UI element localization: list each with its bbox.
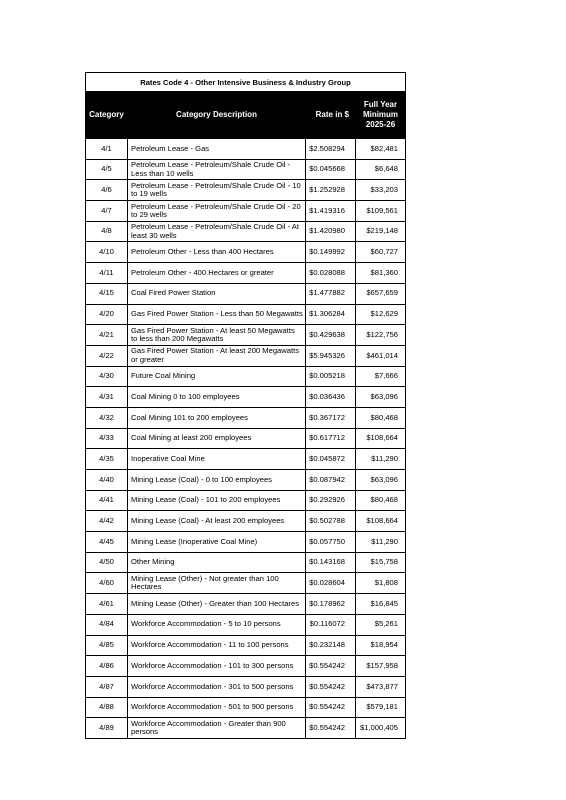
minimum-cell: $579,181 [356, 697, 406, 718]
category-cell: 4/1 [86, 139, 128, 160]
minimum-cell: $461,014 [356, 345, 406, 366]
header-category: Category [86, 92, 128, 139]
table-row [86, 387, 406, 408]
description-cell: Workforce Accommodation - 501 to 900 persons [128, 697, 306, 718]
minimum-cell: $1,000,405 [356, 718, 406, 739]
category-cell: 4/61 [86, 594, 128, 615]
description-cell: Mining Lease (Other) - Greater than 100 Hectares [128, 594, 306, 615]
table-row [86, 594, 406, 615]
description-cell: Mining Lease (Coal) - At least 200 employees [128, 511, 306, 532]
rate-cell: $0.045668 [306, 159, 356, 180]
description-cell: Petroleum Lease - Petroleum/Shale Crude Oil - 10 to 19 wells [128, 180, 306, 201]
table-row [86, 221, 406, 242]
description-cell: Future Coal Mining [128, 366, 306, 387]
category-cell: 4/35 [86, 449, 128, 470]
table-row [86, 180, 406, 201]
header-rate: Rate in $ [306, 92, 356, 139]
category-cell: 4/50 [86, 552, 128, 573]
minimum-cell: $7,666 [356, 366, 406, 387]
rates-table [85, 72, 406, 739]
category-cell: 4/41 [86, 490, 128, 511]
category-cell: 4/32 [86, 407, 128, 428]
table-title: Rates Code 4 - Other Intensive Business & Industry Group [86, 73, 406, 92]
minimum-cell: $11,290 [356, 449, 406, 470]
category-cell: 4/8 [86, 221, 128, 242]
description-cell: Workforce Accommodation - 5 to 10 persons [128, 614, 306, 635]
category-cell: 4/60 [86, 573, 128, 594]
rate-cell: $0.005218 [306, 366, 356, 387]
table-body [86, 139, 406, 739]
description-cell: Petroleum Lease - Petroleum/Shale Crude Oil - Less than 10 wells [128, 159, 306, 180]
description-cell: Workforce Accommodation - 11 to 100 persons [128, 635, 306, 656]
description-cell: Coal Mining 101 to 200 employees [128, 407, 306, 428]
category-cell: 4/22 [86, 345, 128, 366]
rate-cell: $0.045872 [306, 449, 356, 470]
table-header-row [86, 92, 406, 139]
minimum-cell: $18,954 [356, 635, 406, 656]
minimum-cell: $82,481 [356, 139, 406, 160]
rate-cell: $0.554242 [306, 676, 356, 697]
category-cell: 4/45 [86, 532, 128, 553]
table-row [86, 697, 406, 718]
minimum-cell: $60,727 [356, 242, 406, 263]
table-row [86, 511, 406, 532]
table-row [86, 449, 406, 470]
table-row [86, 470, 406, 491]
description-cell: Petroleum Other - Less than 400 Hectares [128, 242, 306, 263]
rate-cell: $5.945326 [306, 345, 356, 366]
description-cell: Petroleum Lease - Gas [128, 139, 306, 160]
table-row [86, 242, 406, 263]
rate-cell: $2.508294 [306, 139, 356, 160]
description-cell: Gas Fired Power Station - At least 50 Megawatts to less than 200 Megawatts [128, 325, 306, 346]
minimum-cell: $33,203 [356, 180, 406, 201]
minimum-cell: $1,808 [356, 573, 406, 594]
description-cell: Petroleum Lease - Petroleum/Shale Crude Oil - 20 to 29 wells [128, 201, 306, 222]
category-cell: 4/6 [86, 180, 128, 201]
category-cell: 4/40 [86, 470, 128, 491]
minimum-cell: $219,148 [356, 221, 406, 242]
table-title-row [86, 73, 406, 92]
category-cell: 4/88 [86, 697, 128, 718]
description-cell: Mining Lease (Inoperative Coal Mine) [128, 532, 306, 553]
rate-cell: $0.036436 [306, 387, 356, 408]
minimum-cell: $63,096 [356, 470, 406, 491]
category-cell: 4/42 [86, 511, 128, 532]
table-row [86, 139, 406, 160]
description-cell: Workforce Accommodation - Greater than 900 persons [128, 718, 306, 739]
category-cell: 4/7 [86, 201, 128, 222]
rate-cell: $0.554242 [306, 718, 356, 739]
minimum-cell: $16,845 [356, 594, 406, 615]
table-row [86, 283, 406, 304]
table-row [86, 345, 406, 366]
description-cell: Mining Lease (Coal) - 101 to 200 employees [128, 490, 306, 511]
rate-cell: $0.429638 [306, 325, 356, 346]
table-row [86, 428, 406, 449]
table-row [86, 304, 406, 325]
table-row [86, 407, 406, 428]
table-row [86, 325, 406, 346]
category-cell: 4/5 [86, 159, 128, 180]
table-row [86, 159, 406, 180]
table-row [86, 552, 406, 573]
rate-cell: $0.087942 [306, 470, 356, 491]
rate-cell: $0.057750 [306, 532, 356, 553]
description-cell: Coal Mining at least 200 employees [128, 428, 306, 449]
table-row [86, 614, 406, 635]
category-cell: 4/11 [86, 263, 128, 284]
table-row [86, 201, 406, 222]
table-row [86, 366, 406, 387]
rate-cell: $0.617712 [306, 428, 356, 449]
minimum-cell: $6,648 [356, 159, 406, 180]
description-cell: Workforce Accommodation - 101 to 300 persons [128, 656, 306, 677]
description-cell: Gas Fired Power Station - At least 200 Megawatts or greater [128, 345, 306, 366]
description-cell: Mining Lease (Other) - Not greater than 100 Hectares [128, 573, 306, 594]
category-cell: 4/30 [86, 366, 128, 387]
rate-cell: $0.028604 [306, 573, 356, 594]
rate-cell: $0.149992 [306, 242, 356, 263]
minimum-cell: $63,096 [356, 387, 406, 408]
minimum-cell: $108,664 [356, 511, 406, 532]
table-row [86, 263, 406, 284]
minimum-cell: $11,290 [356, 532, 406, 553]
minimum-cell: $109,561 [356, 201, 406, 222]
category-cell: 4/20 [86, 304, 128, 325]
description-cell: Petroleum Other - 400 Hectares or greater [128, 263, 306, 284]
minimum-cell: $157,958 [356, 656, 406, 677]
table-row [86, 718, 406, 739]
rate-cell: $0.143168 [306, 552, 356, 573]
minimum-cell: $108,664 [356, 428, 406, 449]
rate-cell: $0.554242 [306, 697, 356, 718]
description-cell: Petroleum Lease - Petroleum/Shale Crude Oil - At least 30 wells [128, 221, 306, 242]
rate-cell: $0.028088 [306, 263, 356, 284]
category-cell: 4/87 [86, 676, 128, 697]
description-cell: Coal Fired Power Station [128, 283, 306, 304]
description-cell: Coal Mining 0 to 100 employees [128, 387, 306, 408]
table-row [86, 656, 406, 677]
description-cell: Other Mining [128, 552, 306, 573]
rate-cell: $0.502788 [306, 511, 356, 532]
minimum-cell: $81,360 [356, 263, 406, 284]
table-row [86, 635, 406, 656]
rate-cell: $0.116072 [306, 614, 356, 635]
rate-cell: $0.554242 [306, 656, 356, 677]
rate-cell: $0.292926 [306, 490, 356, 511]
minimum-cell: $122,756 [356, 325, 406, 346]
minimum-cell: $657,659 [356, 283, 406, 304]
category-cell: 4/15 [86, 283, 128, 304]
table-row [86, 532, 406, 553]
rate-cell: $1.420980 [306, 221, 356, 242]
minimum-cell: $12,629 [356, 304, 406, 325]
minimum-cell: $80,468 [356, 407, 406, 428]
rate-cell: $1.477882 [306, 283, 356, 304]
minimum-cell: $80,468 [356, 490, 406, 511]
description-cell: Gas Fired Power Station - Less than 50 Megawatts [128, 304, 306, 325]
description-cell: Mining Lease (Coal) - 0 to 100 employees [128, 470, 306, 491]
header-minimum: Full Year Minimum 2025-26 [356, 92, 406, 139]
description-cell: Workforce Accommodation - 301 to 500 persons [128, 676, 306, 697]
category-cell: 4/21 [86, 325, 128, 346]
header-description: Category Description [128, 92, 306, 139]
rate-cell: $0.178962 [306, 594, 356, 615]
category-cell: 4/85 [86, 635, 128, 656]
minimum-cell: $473,877 [356, 676, 406, 697]
rate-cell: $1.419316 [306, 201, 356, 222]
minimum-cell: $15,758 [356, 552, 406, 573]
minimum-cell: $5,261 [356, 614, 406, 635]
category-cell: 4/86 [86, 656, 128, 677]
category-cell: 4/84 [86, 614, 128, 635]
category-cell: 4/31 [86, 387, 128, 408]
rate-cell: $1.306284 [306, 304, 356, 325]
category-cell: 4/10 [86, 242, 128, 263]
rate-cell: $1.252928 [306, 180, 356, 201]
description-cell: Inoperative Coal Mine [128, 449, 306, 470]
table-row [86, 573, 406, 594]
category-cell: 4/89 [86, 718, 128, 739]
table-row [86, 676, 406, 697]
rate-cell: $0.232148 [306, 635, 356, 656]
table-row [86, 490, 406, 511]
rate-cell: $0.367172 [306, 407, 356, 428]
category-cell: 4/33 [86, 428, 128, 449]
